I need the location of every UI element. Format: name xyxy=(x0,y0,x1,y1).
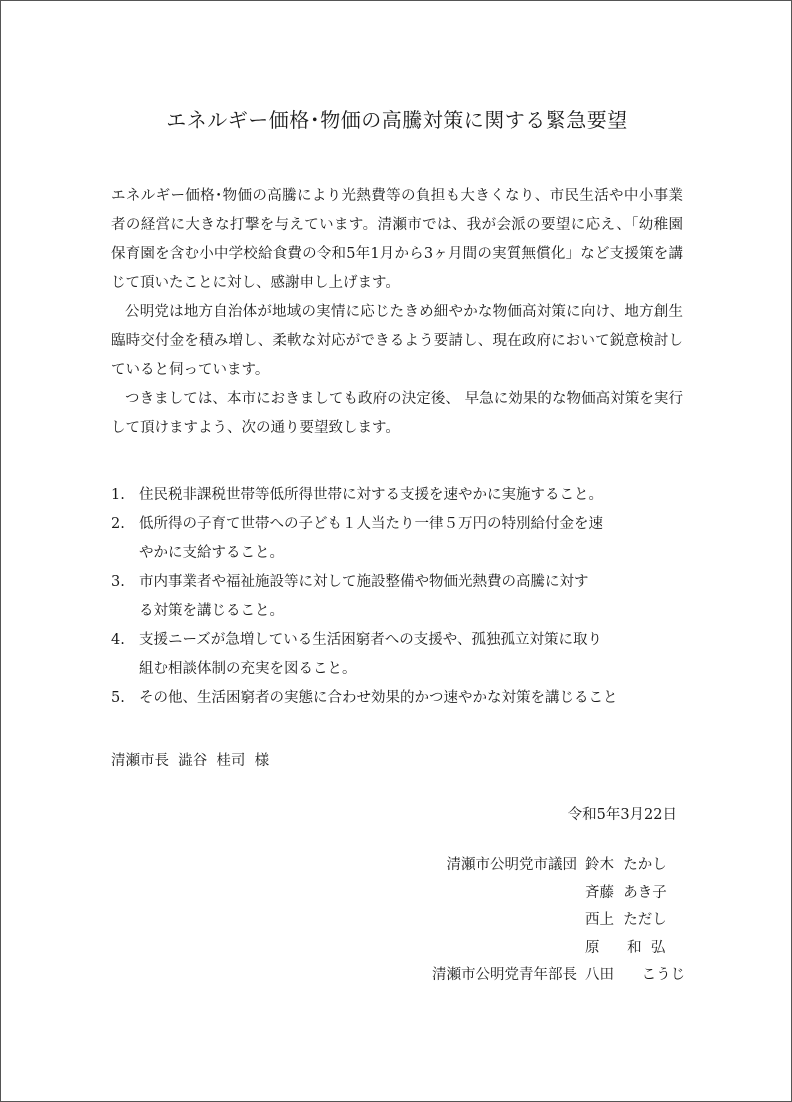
request-number: 5. xyxy=(111,690,125,706)
request-item xyxy=(111,510,691,568)
request-text: 支援ニーズが急増している生活困窮者への支援や、孤独孤立対策に取り 組む相談体制の充実を図ること。 xyxy=(139,632,602,677)
signatory xyxy=(432,907,677,935)
signatory xyxy=(432,935,677,963)
signatory-name: 原 和 弘 xyxy=(585,939,666,956)
signatory-organization: 清瀬市公明党青年部長 xyxy=(432,967,577,983)
signatory xyxy=(432,852,677,880)
signatory xyxy=(432,962,686,990)
request-item xyxy=(111,684,691,713)
request-text: 住民税非課税世帯等低所得世帯に対する支援を速やかに実施すること。 xyxy=(139,487,603,503)
signatory xyxy=(432,880,677,908)
request-number: 2. xyxy=(111,516,125,532)
signatory-organization: 清瀬市公明党市議団 xyxy=(446,857,577,873)
signatory-name: 西上 ただし xyxy=(585,912,667,928)
document-date: 令和5年3月22日 xyxy=(567,807,677,823)
signatory-list xyxy=(432,852,686,990)
request-number: 1. xyxy=(111,487,125,503)
request-text: その他、生活困窮者の実態に合わせ効果的かつ速やかな対策を講じること xyxy=(139,690,618,706)
request-text: 低所得の子育て世帯への子ども１人当たり一律５万円の特別給付金を速 やかに支給すること。 xyxy=(139,516,603,561)
request-item xyxy=(111,481,691,510)
request-number: 3. xyxy=(111,574,125,590)
request-number: 4. xyxy=(111,632,125,648)
body-paragraph: つきましては、本市におきましても政府の決定後、 早急に効果的な物価高対策を実行して頂けますよう、次の通り要望致します。 xyxy=(111,391,683,436)
signatory-name: 鈴木 たかし xyxy=(585,857,667,873)
document-body xyxy=(111,182,683,443)
request-item xyxy=(111,626,691,684)
request-item xyxy=(111,568,691,626)
signatory-name: 八田 こうじ xyxy=(585,967,686,983)
body-paragraph: エネルギー価格･物価の高騰により光熱費等の負担も大きくなり、市民生活や中小事業者の経営に大きな打撃を与えています。清瀬市では、我が会派の要望に応え、「幼稚園保育園を含む小中学校給食費の令和5年1月から3ヶ月間の実質無償化」など支援策を講じて頂いたことに対し、感謝申し上げます。 xyxy=(111,188,683,291)
request-list xyxy=(111,481,691,713)
body-paragraph: 公明党は地方自治体が地域の実情に応じたきめ細やかな物価高対策に向け、地方創生臨時交付金を積み増し、柔軟な対応ができるよう要請し、現在政府において鋭意検討していると伺っています。 xyxy=(111,304,683,378)
addressee: 清瀬市長 澁谷 桂司 様 xyxy=(111,753,270,769)
signatory-name: 斉藤 あき子 xyxy=(585,884,667,901)
document-title: エネルギー価格･物価の高騰対策に関する緊急要望 xyxy=(166,108,628,132)
request-text: 市内事業者や福祉施設等に対して施設整備や物価光熱費の高騰に対す る対策を講じること。 xyxy=(139,574,589,619)
